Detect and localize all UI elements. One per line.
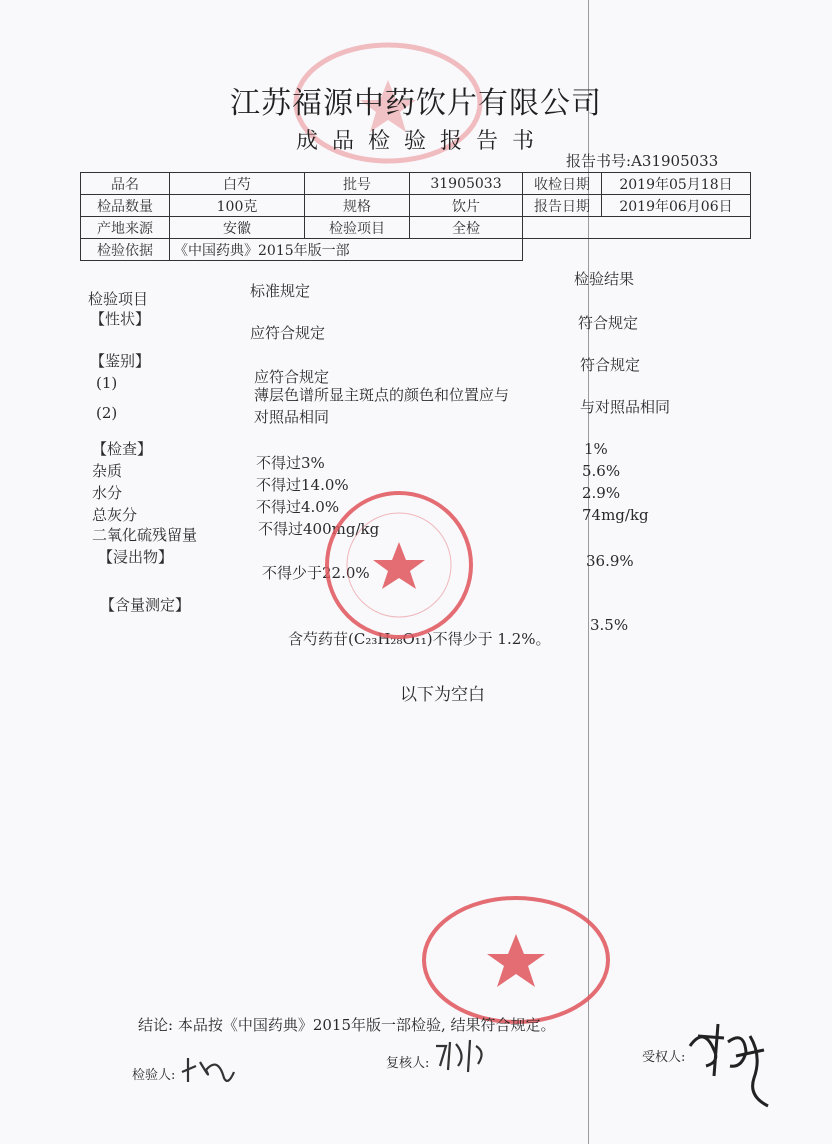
inspection-item-result: 2.9% bbox=[582, 484, 621, 502]
company-name: 江苏福源中药饮片有限公司 bbox=[230, 86, 602, 121]
identification-item-2-standard-line2: 对照品相同 bbox=[254, 408, 330, 426]
assay-result: 3.5% bbox=[590, 616, 629, 634]
receive-date: 2019年05月18日 bbox=[602, 173, 751, 195]
product-info-table bbox=[80, 172, 751, 261]
spec-label: 规格 bbox=[305, 195, 410, 217]
product-name-label: 品名 bbox=[81, 173, 170, 195]
inspection-item-name: 杂质 bbox=[92, 462, 123, 480]
inspection-item-result: 74mg/kg bbox=[582, 506, 649, 524]
basis-value: 《中国药典》2015年版一部 bbox=[170, 239, 523, 261]
report-date: 2019年06月06日 bbox=[602, 195, 751, 217]
col-header-standard: 标准规定 bbox=[250, 282, 311, 300]
inspection-item-result: 5.6% bbox=[582, 462, 621, 480]
identification-result: 符合规定 bbox=[580, 356, 641, 374]
test-item-label: 检验项目 bbox=[305, 217, 410, 239]
authorizer-signature bbox=[684, 1016, 784, 1112]
basis-label: 检验依据 bbox=[81, 239, 170, 261]
col-header-item: 检验项目 bbox=[88, 290, 149, 308]
character-standard: 应符合规定 bbox=[250, 324, 326, 342]
extract-result: 36.9% bbox=[586, 552, 634, 570]
section-extract-title: 【浸出物】 bbox=[98, 548, 174, 566]
authorizer-label: 受权人: bbox=[642, 1050, 686, 1065]
identification-item-2: (2) bbox=[96, 404, 118, 422]
inspection-item-name: 总灰分 bbox=[92, 506, 138, 524]
receive-date-label: 收检日期 bbox=[523, 173, 602, 195]
batch-label: 批号 bbox=[305, 173, 410, 195]
extract-standard: 不得少于22.0% bbox=[262, 564, 370, 582]
inspection-item-standard: 不得过3% bbox=[256, 454, 325, 472]
col-header-result: 检验结果 bbox=[574, 270, 635, 288]
section-identification-title: 【鉴别】 bbox=[90, 352, 151, 370]
origin-value: 安徽 bbox=[170, 217, 305, 239]
quality-inspection-stamp bbox=[418, 892, 614, 1028]
report-number bbox=[566, 150, 718, 171]
quantity-value: 100克 bbox=[170, 195, 305, 217]
inspection-first-result: 1% bbox=[584, 440, 608, 458]
section-character-title: 【性状】 bbox=[90, 310, 151, 328]
character-result: 符合规定 bbox=[578, 314, 639, 332]
inspection-item-standard: 不得过14.0% bbox=[256, 476, 349, 494]
report-number-label: 报告书号: bbox=[566, 152, 632, 170]
report-number-value: A31905033 bbox=[631, 152, 719, 170]
batch-number: 31905033 bbox=[410, 173, 523, 195]
identification-item-2-result: 与对照品相同 bbox=[580, 398, 671, 416]
reviewer-label: 复核人: bbox=[386, 1056, 430, 1071]
assay-standard: 含芍药苷(C₂₃H₂₈O₁₁)不得少于 1.2%。 bbox=[288, 630, 551, 648]
group-company-stamp bbox=[322, 488, 476, 642]
origin-label: 产地来源 bbox=[81, 217, 170, 239]
inspector-signature bbox=[178, 1052, 238, 1088]
blank-below-note: 以下为空白 bbox=[400, 685, 485, 705]
product-name: 白芍 bbox=[170, 173, 305, 195]
document-title: 成品检验报告书 bbox=[296, 129, 549, 154]
empty-cell bbox=[523, 217, 751, 239]
identification-item-1: (1) bbox=[96, 374, 118, 392]
reviewer-signature bbox=[432, 1036, 492, 1076]
test-item-value: 全检 bbox=[410, 217, 523, 239]
spec-value: 饮片 bbox=[410, 195, 523, 217]
inspection-item-name: 水分 bbox=[92, 484, 123, 502]
inspection-item-standard: 不得过400mg/kg bbox=[258, 520, 380, 538]
identification-item-2-standard-line1: 薄层色谱所显主斑点的颜色和位置应与 bbox=[254, 386, 510, 404]
inspection-item-standard: 不得过4.0% bbox=[256, 498, 340, 516]
report-date-label: 报告日期 bbox=[523, 195, 602, 217]
quantity-label: 检品数量 bbox=[81, 195, 170, 217]
inspector-label: 检验人: bbox=[132, 1068, 176, 1083]
section-inspection-title: 【检查】 bbox=[92, 440, 153, 458]
conclusion-text: 结论: 本品按《中国药典》2015年版一部检验, 结果符合规定。 bbox=[138, 1016, 556, 1034]
section-assay-title: 【含量测定】 bbox=[100, 596, 191, 614]
inspection-item-name: 二氧化硫残留量 bbox=[92, 526, 198, 544]
identification-item-1-standard: 应符合规定 bbox=[254, 368, 330, 386]
